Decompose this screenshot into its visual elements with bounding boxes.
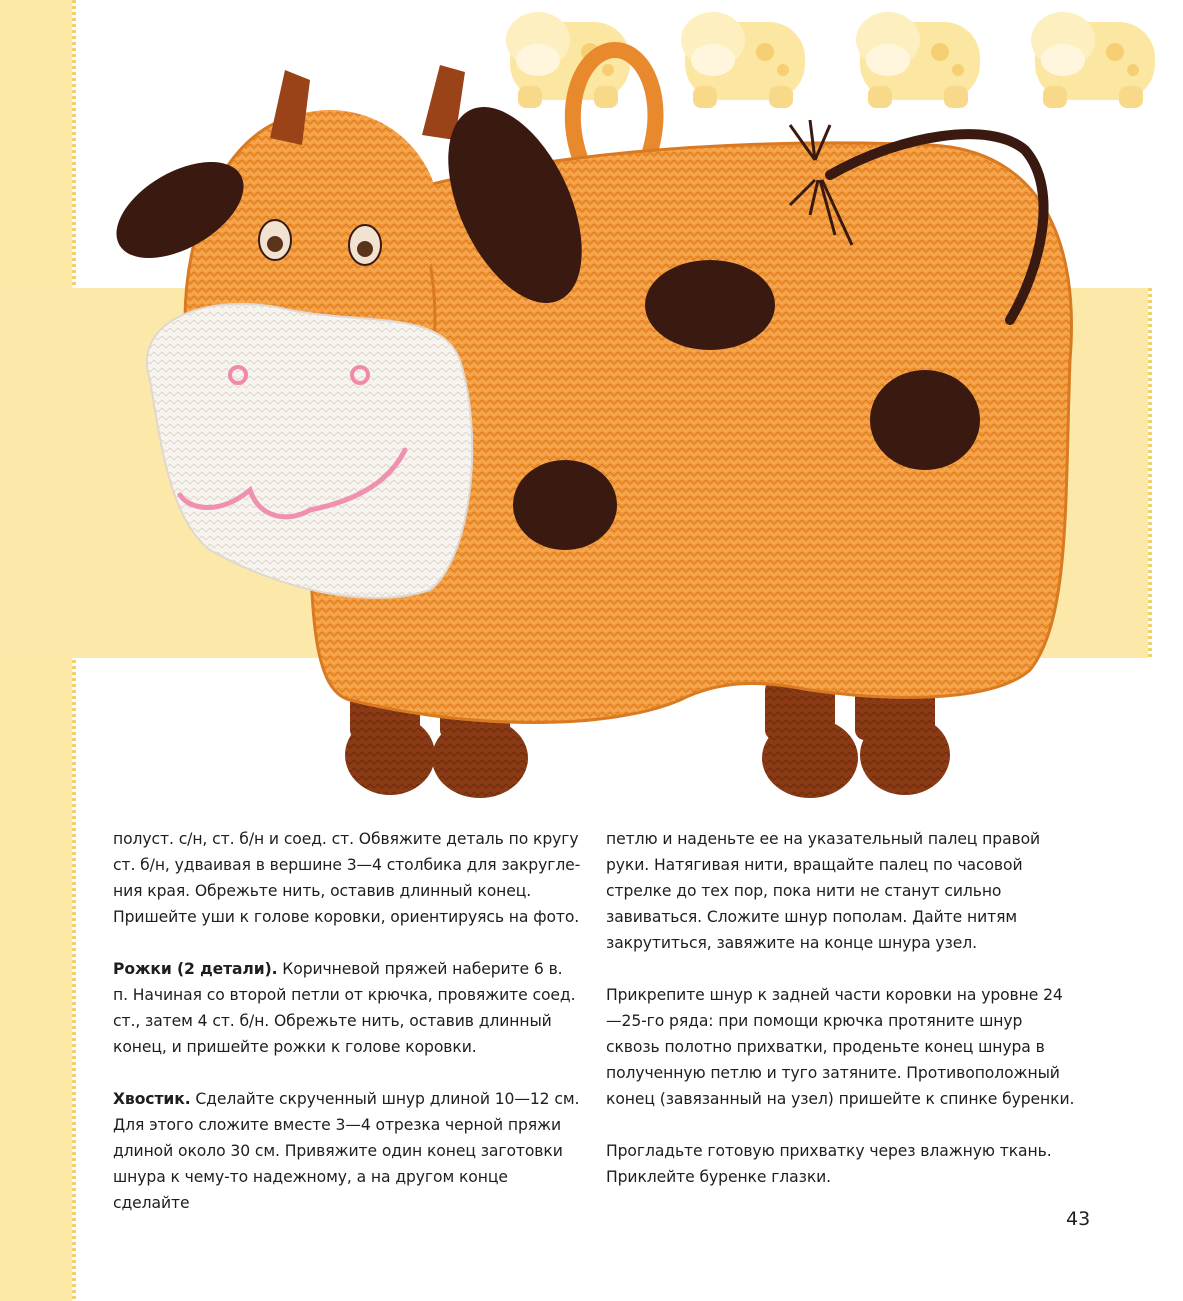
tail-section: [113, 1086, 581, 1216]
left-text-column: [113, 826, 581, 1242]
horns-heading: Рожки (2 детали).: [113, 960, 278, 978]
spot-3: [513, 460, 617, 550]
tail-instructions-continued: петлю и наденьте ее на указательный палец правой руки. Натягивая нити, вращайте палец по часовой стрелке до тех пор, пока нити не станут сильно завиваться. Сложите шнур пополам. Дайте нитям закрутиться, завяжите на конце шнура узел.: [606, 830, 1041, 952]
finishing-instructions: Прогладьте готовую прихватку через влажную ткань. Приклейте буренке глазки.: [606, 1142, 1052, 1186]
page-number: 43: [1066, 1208, 1091, 1230]
hanging-loop: [573, 50, 656, 158]
muzzle: [147, 304, 472, 598]
spot-1: [645, 260, 775, 350]
tail-text: Сделайте скрученный шнур длиной 10—12 см. Для этого сложите вместе 3—4 отрезка черной пряжи длиной около 30 см. Привяжите один конец заготовки шнура к чему-то надежному, а на другом конце сделайте: [113, 1090, 580, 1212]
tail-heading: Хвостик.: [113, 1090, 191, 1108]
background-band-edge: [1148, 288, 1152, 658]
spot-2: [870, 370, 980, 470]
horns-text: Коричневой пряжей наберите 6 в. п. Начиная со второй петли от крючка, провяжите соед. ст., затем 4 ст. б/н. Обрежьте нить, оставив длинный конец, и пришейте рожки к голове коровки.: [113, 960, 576, 1056]
crochet-cow-photo: [110, 40, 1110, 815]
attach-tail-instructions: Прикрепите шнур к задней части коровки на уровне 24—25-го ряда: при помощи крючка протяните шнур сквозь полотно прихватки, проденьте конец шнура в полученную петлю и туго затяните. Противоположный конец (завязанный на узел) пришейте к спинке буренки.: [606, 986, 1075, 1108]
horns-section: [113, 956, 581, 1060]
right-text-column: [606, 826, 1076, 1216]
ears-instructions-end: полуст. с/н, ст. б/н и соед. ст. Обвяжите деталь по кругу ст. б/н, удваивая в вершине 3—4 столбика для закругле-ния края. Обрежьте нить, оставив длинный конец. Пришейте уши к голове коровки, ориентируясь на фото.: [113, 830, 581, 926]
